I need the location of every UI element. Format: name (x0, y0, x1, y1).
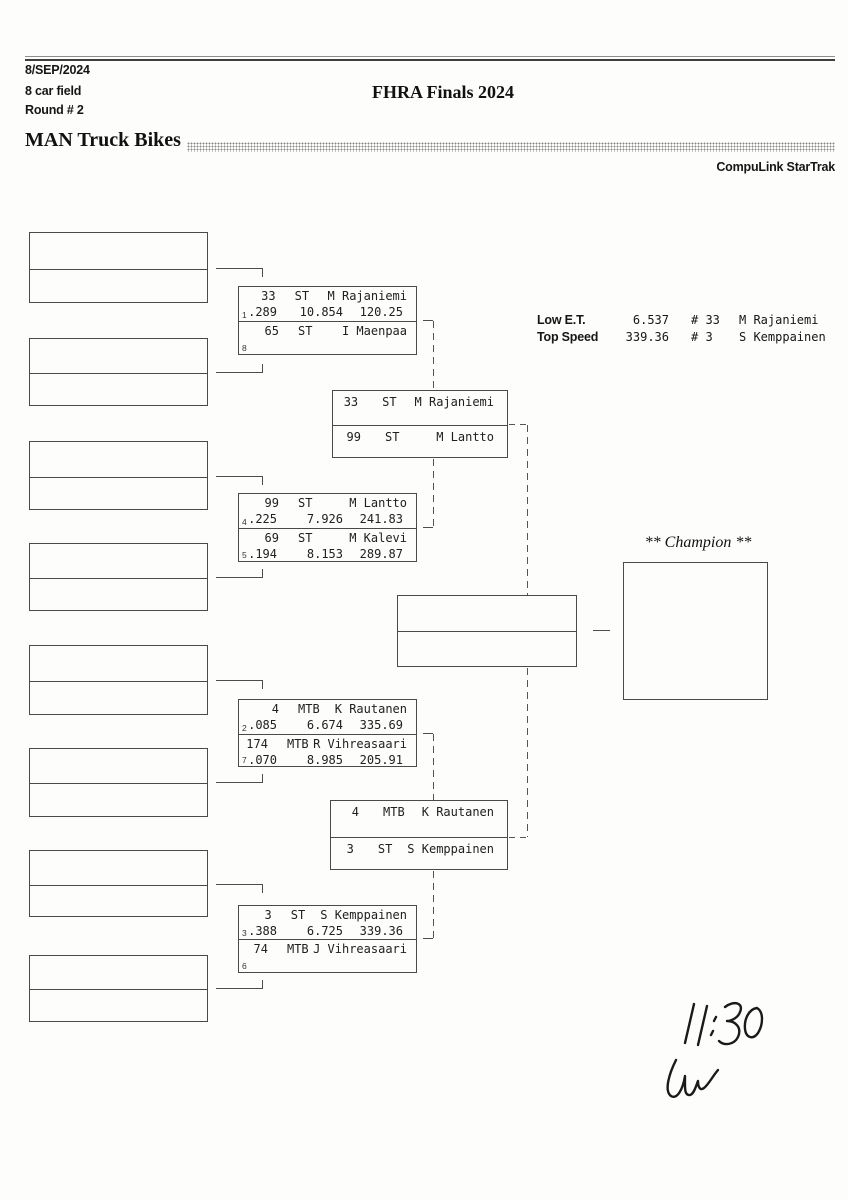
connector-r1-1 (216, 268, 263, 269)
connector-qf3-elbow (423, 733, 433, 734)
handwritten-signature (668, 1060, 718, 1097)
car-number: 74 (253, 942, 268, 956)
speed: 205.91 (359, 753, 403, 767)
class-abbrev: MTB (298, 702, 320, 716)
driver-name: J Vihreasaari (313, 942, 407, 956)
connector-r1-7 (216, 884, 263, 885)
low-et-record (537, 313, 818, 327)
champion-label: ** Champion ** (644, 534, 752, 551)
event-date: 8/SEP/2024 (25, 63, 90, 77)
handwritten-time-1130 (685, 1003, 762, 1045)
speed: 339.36 (359, 924, 403, 938)
connector-final-champion (593, 630, 610, 631)
round1-slot-4 (29, 543, 208, 611)
top-speed-record (537, 330, 826, 344)
class-abbrev: ST (385, 430, 400, 444)
connector-r1-1-tick (262, 268, 263, 277)
connector-sf1-dash (527, 425, 528, 595)
bracket-match-qf2 (238, 493, 417, 562)
position-number: 8 (242, 343, 247, 353)
champion-box (623, 562, 768, 700)
round1-slot-5 (29, 645, 208, 715)
reaction-time: .388 (248, 924, 277, 938)
low-et-driver: M Rajaniemi (739, 313, 819, 327)
driver-name: M Lantto (349, 496, 407, 510)
connector-qf4-dash (433, 871, 434, 938)
connector-r1-4 (216, 577, 263, 578)
driver-name: M Lantto (436, 430, 494, 444)
connector-qf4-elbow (423, 938, 433, 939)
elapsed-time: 6.725 (306, 924, 343, 938)
connector-r1-2 (216, 372, 263, 373)
class-abbrev: MTB (286, 737, 309, 751)
elapsed-time: 8.985 (306, 753, 343, 767)
connector-r1-8 (216, 988, 263, 989)
connector-qf1-elbow (423, 320, 433, 321)
car-number: 4 (351, 805, 359, 819)
position-number: 4 (242, 517, 247, 527)
reaction-time: .289 (248, 305, 277, 319)
bracket-match-qf4 (238, 905, 417, 973)
reaction-time: .070 (248, 753, 277, 767)
top-speed-value: 339.36 (625, 330, 669, 344)
low-et-label: Low E.T. (537, 313, 586, 327)
bracket-match-final (397, 595, 577, 667)
top-speed-label: Top Speed (537, 330, 599, 344)
connector-sf2-dash (527, 668, 528, 837)
car-number: 174 (246, 737, 268, 751)
field-size: 8 car field (25, 84, 82, 98)
elapsed-time: 6.674 (306, 718, 343, 732)
low-et-car-number: # 33 (691, 313, 720, 327)
car-number: 69 (264, 531, 279, 545)
reaction-time: .194 (248, 547, 277, 561)
connector-r1-3-tick (262, 476, 263, 485)
position-number: 6 (242, 961, 247, 971)
speed: 335.69 (359, 718, 403, 732)
driver-name: K Rautanen (334, 702, 407, 716)
class-abbrev: ST (298, 531, 313, 545)
connector-qf1-dash (433, 321, 434, 390)
connector-r1-6-tick (262, 774, 263, 783)
driver-name: S Kemppainen (407, 842, 494, 856)
position-number: 3 (242, 928, 247, 938)
position-number: 5 (242, 550, 247, 560)
top-rule-thick (25, 59, 835, 61)
top-speed-driver: S Kemppainen (739, 330, 826, 344)
speed: 289.87 (359, 547, 403, 561)
bracket-match-sf1 (332, 390, 508, 458)
car-number: 99 (346, 430, 361, 444)
connector-r1-7-tick (262, 884, 263, 893)
position-number: 2 (242, 723, 247, 733)
round-number: Round # 2 (25, 103, 84, 117)
top-speed-car-number: # 3 (691, 330, 713, 344)
class-abbrev: ST (298, 324, 313, 338)
car-number: 33 (261, 289, 276, 303)
class-name: MAN Truck Bikes (25, 129, 181, 151)
bracket-match-qf3 (238, 699, 417, 767)
bracket-match-qf1 (238, 286, 417, 355)
class-abbrev: ST (298, 496, 313, 510)
round1-slot-2 (29, 338, 208, 406)
class-abbrev: ST (294, 289, 310, 303)
class-abbrev: ST (377, 842, 393, 856)
elapsed-time: 8.153 (306, 547, 343, 561)
connector-sf2-elbow (509, 837, 527, 838)
connector-r1-8-tick (262, 980, 263, 989)
driver-name: M Rajaniemi (327, 289, 407, 303)
speed: 241.83 (359, 512, 403, 526)
round1-slot-8 (29, 955, 208, 1022)
car-number: 3 (346, 842, 354, 856)
driver-name: R Vihreasaari (313, 737, 407, 751)
driver-name: I Maenpaa (341, 324, 407, 338)
connector-qf3-dash (433, 734, 434, 800)
event-title: FHRA Finals 2024 (371, 82, 514, 102)
class-abbrev: MTB (286, 942, 309, 956)
handwritten-annotations (640, 985, 785, 1115)
connector-qf2-dash (433, 459, 434, 527)
car-number: 99 (264, 496, 279, 510)
driver-name: M Rajaniemi (414, 395, 494, 409)
connector-r1-2-tick (262, 364, 263, 373)
round1-slot-6 (29, 748, 208, 817)
class-abbrev: MTB (383, 805, 405, 819)
bracket-match-sf2 (330, 800, 508, 870)
round1-slot-3 (29, 441, 208, 510)
elapsed-time: 7.926 (306, 512, 343, 526)
elapsed-time: 10.854 (299, 305, 343, 319)
connector-qf2-elbow (423, 527, 433, 528)
car-number: 4 (271, 702, 279, 716)
round1-slot-1 (29, 232, 208, 303)
halftone-band (187, 142, 835, 152)
driver-name: M Kalevi (349, 531, 407, 545)
position-number: 1 (242, 310, 247, 320)
round1-slot-7 (29, 850, 208, 917)
low-et-value: 6.537 (632, 313, 669, 327)
reaction-time: .225 (248, 512, 277, 526)
connector-r1-6 (216, 782, 263, 783)
top-rule-thin (25, 56, 835, 57)
class-abbrev: ST (382, 395, 397, 409)
position-number: 7 (242, 755, 247, 765)
connector-r1-5-tick (262, 680, 263, 689)
connector-sf1-elbow (509, 424, 527, 425)
connector-r1-3 (216, 476, 263, 477)
car-number: 3 (264, 908, 272, 922)
driver-name: S Kemppainen (320, 908, 407, 922)
car-number: 65 (264, 324, 279, 338)
reaction-time: .085 (248, 718, 277, 732)
driver-name: K Rautanen (421, 805, 494, 819)
class-abbrev: ST (290, 908, 306, 922)
car-number: 33 (343, 395, 359, 409)
connector-r1-5 (216, 680, 263, 681)
connector-r1-4-tick (262, 569, 263, 578)
speed: 120.25 (359, 305, 403, 319)
timing-system-name: CompuLink StarTrak (716, 160, 835, 174)
